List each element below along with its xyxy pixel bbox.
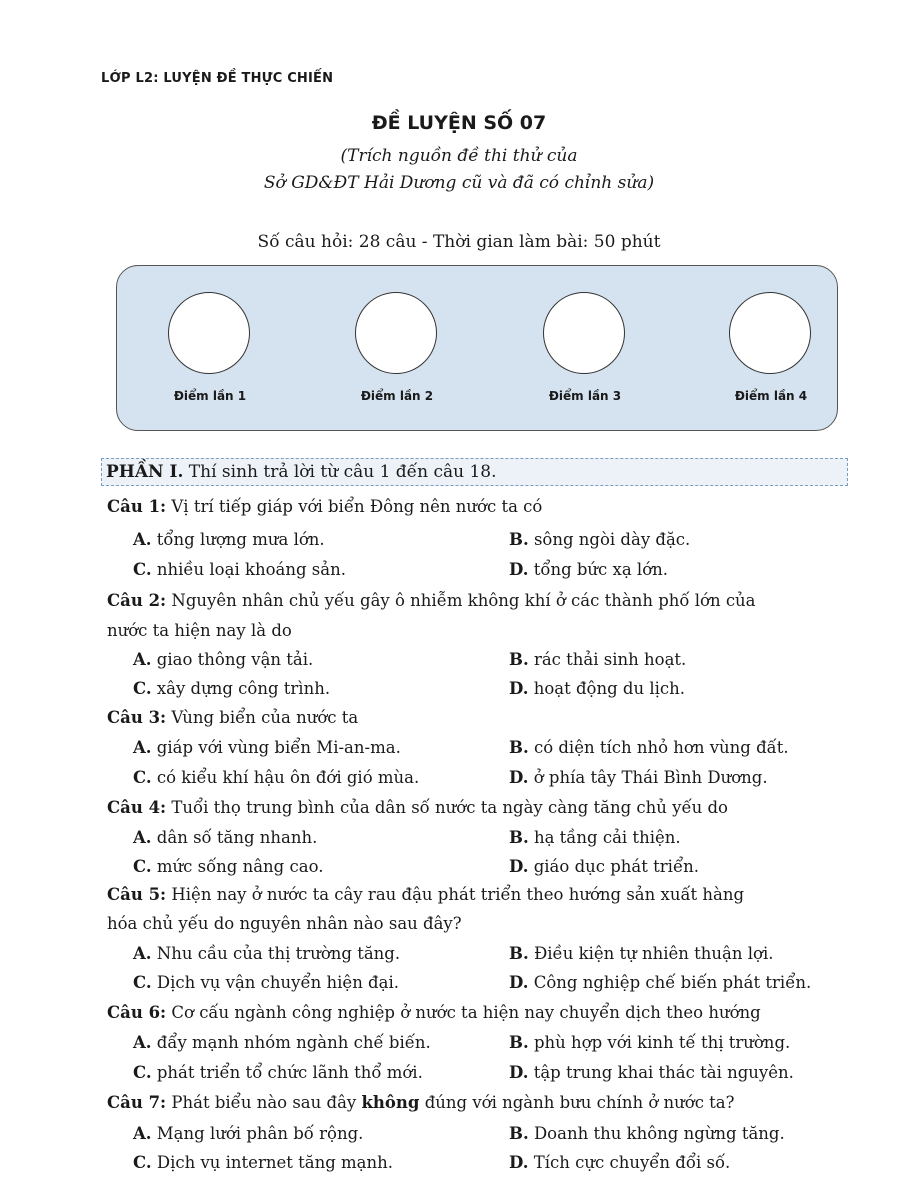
question-number: Câu 6: bbox=[107, 1003, 167, 1022]
option-text: Mạng lưới phân bố rộng. bbox=[151, 1124, 364, 1143]
score-box bbox=[116, 265, 838, 431]
option-letter: D. bbox=[509, 768, 529, 787]
section-label: PHẦN I. bbox=[106, 462, 184, 482]
question-2 bbox=[107, 591, 756, 610]
option-text: hạ tầng cải thiện. bbox=[528, 828, 681, 847]
score-label-1: Điểm lần 1 bbox=[173, 389, 247, 403]
question-text: Phát biểu nào sau đây bbox=[166, 1093, 362, 1112]
q2-option-d bbox=[509, 679, 685, 698]
q5-option-b bbox=[509, 944, 773, 963]
option-text: hoạt động du lịch. bbox=[528, 679, 686, 698]
score-slot-4 bbox=[701, 266, 841, 432]
question-text: Tuổi thọ trung bình của dân số nước ta ngày càng tăng chủ yếu do bbox=[166, 798, 728, 817]
score-slot-3 bbox=[515, 266, 655, 432]
option-letter: A. bbox=[133, 944, 152, 963]
q7-option-b bbox=[509, 1124, 785, 1143]
q3-option-c bbox=[133, 768, 419, 787]
option-text: đẩy mạnh nhóm ngành chế biến. bbox=[151, 1033, 431, 1052]
option-letter: C. bbox=[133, 560, 152, 579]
option-letter: B. bbox=[509, 1033, 529, 1052]
option-text: nhiều loại khoáng sản. bbox=[151, 560, 346, 579]
option-letter: D. bbox=[509, 857, 529, 876]
option-letter: C. bbox=[133, 768, 152, 787]
q3-option-b bbox=[509, 738, 789, 757]
option-text: có kiểu khí hậu ôn đới gió mùa. bbox=[151, 768, 420, 787]
score-label-3: Điểm lần 3 bbox=[548, 389, 622, 403]
question-emphasis: không bbox=[361, 1093, 420, 1112]
question-number: Câu 3: bbox=[107, 708, 167, 727]
option-letter: A. bbox=[133, 828, 152, 847]
q5-option-a bbox=[133, 944, 400, 963]
option-text: rác thải sinh hoạt. bbox=[528, 650, 687, 669]
score-circle-4 bbox=[729, 292, 811, 374]
option-text: phát triển tổ chức lãnh thổ mới. bbox=[151, 1063, 423, 1082]
option-letter: B. bbox=[509, 530, 529, 549]
option-letter: D. bbox=[509, 560, 529, 579]
score-slot-1 bbox=[140, 266, 280, 432]
option-text: xây dựng công trình. bbox=[151, 679, 331, 698]
option-letter: A. bbox=[133, 1124, 152, 1143]
question-text-after: đúng với ngành bưu chính ở nước ta? bbox=[419, 1093, 735, 1112]
option-text: phù hợp với kinh tế thị trường. bbox=[528, 1033, 791, 1052]
score-circle-2 bbox=[355, 292, 437, 374]
score-slot-2 bbox=[327, 266, 467, 432]
option-text: Công nghiệp chế biến phát triển. bbox=[528, 973, 812, 992]
q5-option-c bbox=[133, 973, 399, 992]
option-letter: A. bbox=[133, 738, 152, 757]
option-letter: A. bbox=[133, 530, 152, 549]
q2-option-a bbox=[133, 650, 313, 669]
q7-option-c bbox=[133, 1153, 393, 1172]
q1-option-a bbox=[133, 530, 325, 549]
option-letter: B. bbox=[509, 650, 529, 669]
question-text: Hiện nay ở nước ta cây rau đậu phát triển theo hướng sản xuất hàng bbox=[166, 885, 745, 904]
question-text: Vùng biển của nước ta bbox=[166, 708, 359, 727]
q4-option-b bbox=[509, 828, 681, 847]
question-number: Câu 7: bbox=[107, 1093, 167, 1112]
question-text: Nguyên nhân chủ yếu gây ô nhiễm không khí ở các thành phố lớn của bbox=[166, 591, 756, 610]
option-text: giáo dục phát triển. bbox=[528, 857, 699, 876]
q4-option-c bbox=[133, 857, 323, 876]
top-label: LỚP L2: LUYỆN ĐỀ THỰC CHIẾN bbox=[101, 71, 334, 86]
q1-option-d bbox=[509, 560, 668, 579]
option-letter: C. bbox=[133, 1153, 152, 1172]
option-text: Dịch vụ vận chuyển hiện đại. bbox=[151, 973, 399, 992]
option-text: giáp với vùng biển Mi-an-ma. bbox=[151, 738, 401, 757]
question-text: Vị trí tiếp giáp với biển Đông nên nước ta có bbox=[166, 497, 543, 516]
q5-option-d bbox=[509, 973, 811, 992]
question-2-line-2: nước ta hiện nay là do bbox=[107, 621, 292, 640]
question-number: Câu 1: bbox=[107, 497, 167, 516]
option-text: tổng bức xạ lớn. bbox=[528, 560, 669, 579]
question-text: Cơ cấu ngành công nghiệp ở nước ta hiện nay chuyển dịch theo hướng bbox=[166, 1003, 761, 1022]
option-text: mức sống nâng cao. bbox=[151, 857, 324, 876]
q2-option-c bbox=[133, 679, 330, 698]
option-letter: D. bbox=[509, 1153, 529, 1172]
page-title: ĐỀ LUYỆN SỐ 07 bbox=[371, 112, 547, 134]
option-text: Nhu cầu của thị trường tăng. bbox=[151, 944, 401, 963]
option-text: Doanh thu không ngừng tăng. bbox=[528, 1124, 785, 1143]
q7-option-d bbox=[509, 1153, 730, 1172]
option-letter: B. bbox=[509, 828, 529, 847]
subtitle-line-2: Sở GD&ĐT Hải Dương cũ và đã có chỉnh sửa) bbox=[263, 173, 655, 193]
option-letter: B. bbox=[509, 1124, 529, 1143]
option-letter: D. bbox=[509, 679, 529, 698]
option-letter: B. bbox=[509, 944, 529, 963]
option-letter: A. bbox=[133, 650, 152, 669]
question-number: Câu 2: bbox=[107, 591, 167, 610]
exam-meta: Số câu hỏi: 28 câu - Thời gian làm bài: 50 phút bbox=[257, 232, 661, 252]
option-letter: C. bbox=[133, 973, 152, 992]
q4-option-a bbox=[133, 828, 317, 847]
option-text: giao thông vận tải. bbox=[151, 650, 314, 669]
q1-option-b bbox=[509, 530, 690, 549]
option-text: tập trung khai thác tài nguyên. bbox=[528, 1063, 794, 1082]
score-circle-3 bbox=[543, 292, 625, 374]
option-letter: C. bbox=[133, 679, 152, 698]
question-7 bbox=[107, 1093, 735, 1112]
question-6 bbox=[107, 1003, 761, 1022]
subtitle-line-1: (Trích nguồn đề thi thử của bbox=[340, 146, 578, 166]
option-text: dân số tăng nhanh. bbox=[151, 828, 318, 847]
question-4 bbox=[107, 798, 728, 817]
q7-option-a bbox=[133, 1124, 363, 1143]
score-label-2: Điểm lần 2 bbox=[360, 389, 434, 403]
option-text: Tích cực chuyển đổi số. bbox=[528, 1153, 731, 1172]
option-letter: B. bbox=[509, 738, 529, 757]
option-text: tổng lượng mưa lớn. bbox=[151, 530, 325, 549]
option-text: Dịch vụ internet tăng mạnh. bbox=[151, 1153, 393, 1172]
q1-option-c bbox=[133, 560, 346, 579]
option-text: có diện tích nhỏ hơn vùng đất. bbox=[528, 738, 789, 757]
q6-option-c bbox=[133, 1063, 423, 1082]
section-header bbox=[101, 458, 848, 486]
q3-option-a bbox=[133, 738, 401, 757]
option-text: sông ngòi dày đặc. bbox=[528, 530, 691, 549]
option-letter: D. bbox=[509, 973, 529, 992]
q4-option-d bbox=[509, 857, 699, 876]
option-letter: C. bbox=[133, 1063, 152, 1082]
option-letter: C. bbox=[133, 857, 152, 876]
question-5-line-2: hóa chủ yếu do nguyên nhân nào sau đây? bbox=[107, 914, 462, 933]
section-text: Thí sinh trả lời từ câu 1 đến câu 18. bbox=[183, 462, 497, 482]
question-number: Câu 5: bbox=[107, 885, 167, 904]
question-1 bbox=[107, 497, 542, 516]
question-5 bbox=[107, 885, 744, 904]
q3-option-d bbox=[509, 768, 768, 787]
question-number: Câu 4: bbox=[107, 798, 167, 817]
question-3 bbox=[107, 708, 358, 727]
score-circle-1 bbox=[168, 292, 250, 374]
option-text: Điều kiện tự nhiên thuận lợi. bbox=[528, 944, 774, 963]
option-letter: D. bbox=[509, 1063, 529, 1082]
option-letter: A. bbox=[133, 1033, 152, 1052]
option-text: ở phía tây Thái Bình Dương. bbox=[528, 768, 768, 787]
q6-option-b bbox=[509, 1033, 790, 1052]
q2-option-b bbox=[509, 650, 686, 669]
score-label-4: Điểm lần 4 bbox=[734, 389, 808, 403]
q6-option-d bbox=[509, 1063, 794, 1082]
q6-option-a bbox=[133, 1033, 431, 1052]
